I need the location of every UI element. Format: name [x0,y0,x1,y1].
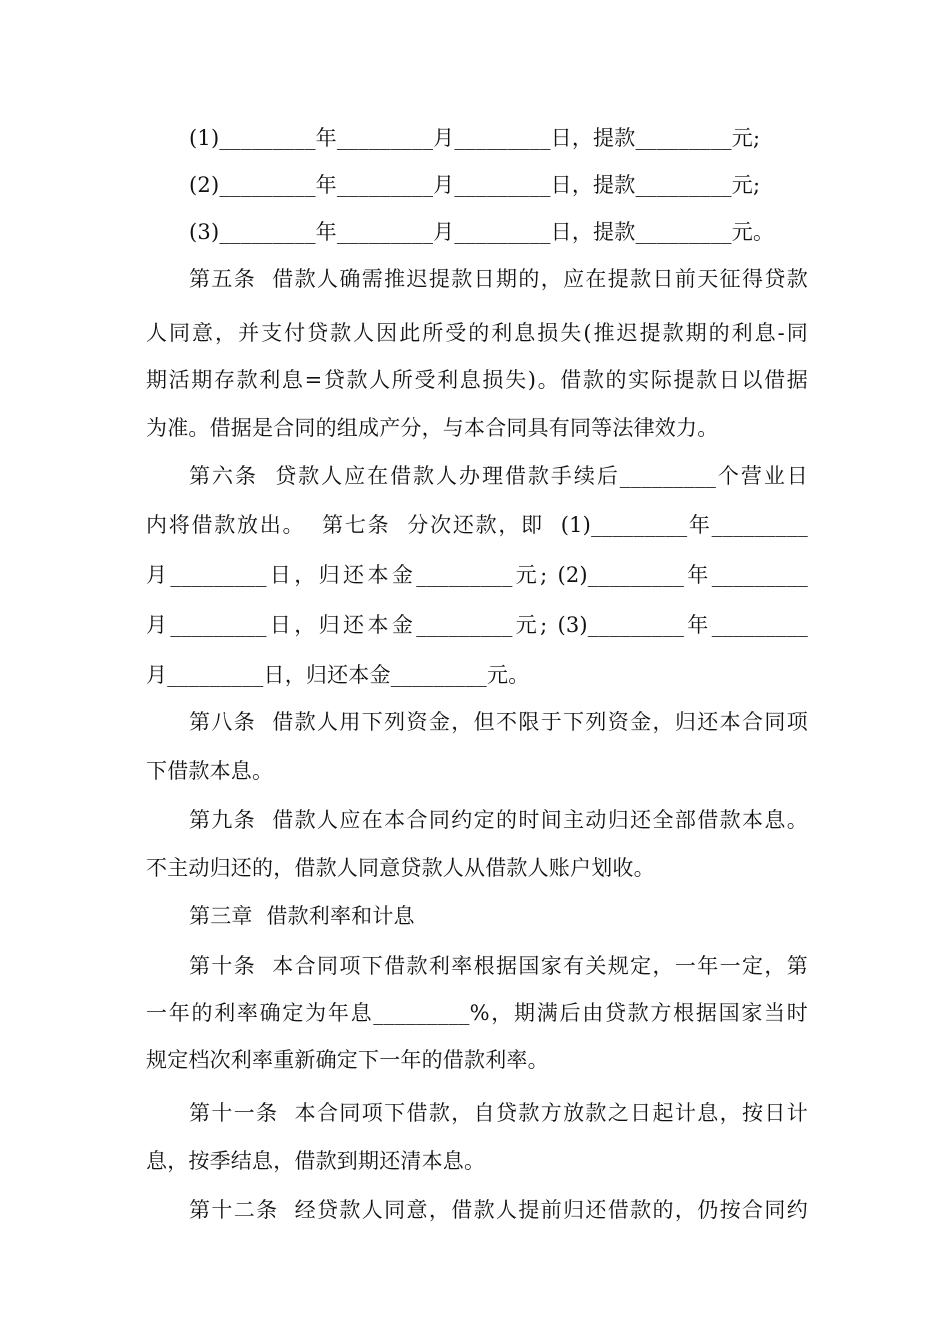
article-11-line-1: 第十一条 本合同项下借款，自贷款方放款之日起计息，按日计 [189,1101,808,1125]
article-8-line-2: 下借款本息。 [146,759,274,783]
drawdown-schedule-line-1: (1)_________年_________月_________日，提款_________元; [189,126,761,150]
article-8-line-1: 第八条 借款人用下列资金，但不限于下列资金，归还本合同项 [189,710,808,734]
article-5-line-3: 期活期存款利息=贷款人所受利息损失)。借款的实际提款日以借据 [146,368,808,392]
article-10-line-3: 规定档次利率重新确定下一年的借款利率。 [146,1048,549,1072]
article-12-line-1: 第十二条 经贷款人同意，借款人提前归还借款的，仍按合同约 [189,1198,808,1222]
article-9-line-1: 第九条 借款人应在本合同约定的时间主动归还全部借款本息。 [189,808,808,832]
article-5-line-2: 人同意，并支付贷款人因此所受的利息损失(推迟提款期的利息-同 [146,321,808,345]
article-7-line-4: 月_________日，归还本金_________元。 [146,663,530,687]
drawdown-schedule-line-2: (2)_________年_________月_________日，提款_________元; [189,173,761,197]
article-11-line-2: 息，按季结息，借款到期还清本息。 [146,1149,486,1173]
article-7-line-3: 月_________日，归还本金_________元; (3)_________年_________ [146,613,808,637]
article-7-line-2: 月_________日，归还本金_________元; (2)_________年_________ [146,563,808,587]
article-6-7-line-2: 内将借款放出。 第七条 分次还款，即 (1)_________年_________ [146,513,808,537]
article-6-line-1: 第六条 贷款人应在借款人办理借款手续后_________个营业日 [189,464,808,488]
article-5-line-1: 第五条 借款人确需推迟提款日期的，应在提款日前天征得贷款 [189,267,808,291]
article-9-line-2: 不主动归还的，借款人同意贷款人从借款人账户划收。 [146,856,655,880]
chapter-3-heading: 第三章 借款利率和计息 [189,904,415,928]
article-10-line-1: 第十条 本合同项下借款利率根据国家有关规定，一年一定，第 [189,954,808,978]
drawdown-schedule-line-3: (3)_________年_________月_________日，提款_________元。 [189,220,775,244]
article-5-line-4: 为准。借据是合同的组成产分，与本合同具有同等法律效力。 [146,416,719,440]
article-10-line-2: 一年的利率确定为年息_________%，期满后由贷款方根据国家当时 [146,1001,808,1025]
